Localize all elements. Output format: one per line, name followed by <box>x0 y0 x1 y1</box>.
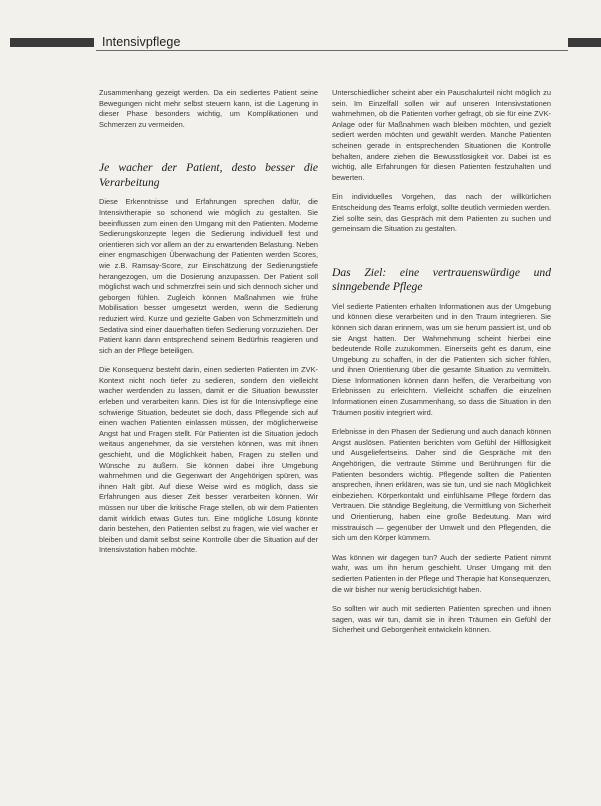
section-heading: Das Ziel: eine vertrauenswürdige und sinngebende Pflege <box>332 265 551 294</box>
paragraph: So sollten wir auch mit sedierten Patienten sprechen und ihnen sagen, was wir tun, damit sie in ihren Träumen ein Gefühl der Sicherheit und Geborgenheit entwickeln können. <box>332 604 551 635</box>
paragraph: Diese Erkenntnisse und Erfahrungen sprechen dafür, die Intensivtherapie so schonend wie möglich zu gestalten. Sie beeinflussen zum einen den Umgang mit den Patienten. Moderne Sedierungskonzepte legen die Sedierung individuell fest und orientieren sich vor allem an der zu erwartenden Belastung. Neben einer engmaschigen Überwachung der Patienten werden Scores, wie z.B. Ramsay-Score, zur Einschätzung der Sedierungstiefe herangezogen, um die Dosierung anzupassen. Der Patient soll möglichst wach und schmerzfrei sein und sich dennoch sicher und geborgen fühlen. Zugleich können Maßnahmen wie frühe Mobilisation besser umgesetzt werden, wenn die Sedierung reduziert wird. Kurze und gezielte Gaben von Schmerzmitteln und Sedativa sind einer dauerhaften tiefen Sedierung vorzuziehen. Der Patient kann dann entsprechend seinem Bedürfnis reagieren und sich an der Pflege beteiligen. <box>99 197 318 355</box>
left-column <box>99 88 318 565</box>
header-bar-right <box>568 38 601 47</box>
paragraph: Die Konsequenz besteht darin, einen sedierten Patienten im ZVK-Kontext nicht noch tiefer zu sedieren, sondern den vielleicht wacher werdenden zu lassen, damit er die Situation bewusster erleben und verarbeiten kann. Dies ist für die Intensivpflege eine schwierige Situation, bedeutet sie doch, dass Pflegende sich auf einen wachen Patienten einlassen müssen, der möglicherweise Angst hat und Fragen stellt. Für Patienten ist die Situation jedoch weitaus angenehmer, da sie verstehen können, was mit ihnen geschieht, und die Möglichkeit haben, Fragen zu stellen und Wünsche zu äußern. Sie können dabei ihre Umgebung wahrnehmen und die Gegenwart der Angehörigen spüren, was ihnen Halt gibt. Auf diese Weise wird es möglich, dass sie Erfahrungen aus dieser Zeit besser verarbeiten können. Wir müssen nur über die kritische Frage stellen, ob wir dem Patienten damit wirklich etwas Gutes tun. Eine mögliche Lösung könnte darin bestehen, den Patienten selbst zu fragen, wie viel wacher er bleiben und damit selbst seine Kontrolle über die Situation auf der Intensivstation haben möchte. <box>99 365 318 555</box>
header-rule <box>96 50 568 51</box>
section-title: Intensivpflege <box>102 35 181 49</box>
header-bar-left <box>10 38 94 47</box>
section-heading: Je wacher der Patient, desto besser die Verarbeitung <box>99 161 318 189</box>
paragraph: Ein individuelles Vorgehen, das nach der willkürlichen Entscheidung des Teams erfolgt, sollte deutlich vermieden werden. Ziel sollte sein, das Gespräch mit dem Patienten zu suchen und gemeinsam die Situation zu gestalten. <box>332 192 551 234</box>
running-header <box>0 34 601 52</box>
paragraph: Viel sedierte Patienten erhalten Informationen aus der Umgebung und können diese verarbeiten und in den Traum integrieren. Sie können sich daran erinnern, was um sie herum passiert ist, und ob sie Angst hatten. Der Wahrnehmung scheint hierbei eine bedeutende Rolle zuzukommen. Einerseits geht es darum, eine Umgebung zu schaffen, in der die Patienten sich sicher fühlen, und ihnen Orientierung über die gesamte Situation zu vermitteln. Diese Informationen können dann helfen, die Verarbeitung von Erlebnissen zu erleichtern. Vielleicht schaffen die einzelnen Informationen einen Zusammenhang, so dass die Situation in den Träumen positiv integriert wird. <box>332 301 551 417</box>
paragraph: Zusammenhang gezeigt werden. Da ein sediertes Patient seine Bewegungen nicht mehr selbst steuern kann, ist die Lagerung in dieser Phase besonders wichtig, um Komplikationen und Schmerzen zu vermeiden. <box>99 88 318 129</box>
paragraph: Erlebnisse in den Phasen der Sedierung und auch danach können Angst auslösen. Patienten berichten vom Gefühl der Hilflosigkeit und Ausgeliefertseins. Daher sind die Gespräche mit den Angehörigen, die vertraute Stimme und Berührungen für die Patienten besonders wichtig. Pflegende sollten die Patienten ansprechen, ihnen erklären, was sie tun, und sie nach Möglichkeit einbeziehen. Körperkontakt und einfühlsame Pflege fördern das Vertrauen. Die ständige Begleitung, die Vermittlung von Sicherheit und Orientierung, haben eine große Bedeutung. Man wird misstrauisch — gegenüber der Umwelt und den Pflegenden, die sich um den Körper kümmern. <box>332 427 551 543</box>
right-column <box>332 88 551 645</box>
paragraph: Was können wir dagegen tun? Auch der sedierte Patient nimmt wahr, was um ihn herum geschieht. Unser Umgang mit den sedierten Patienten in der Pflege und Therapie hat Konsequenzen, die wir bisher nur wenig berücksichtigt haben. <box>332 552 551 594</box>
paragraph: Unterschiedlicher scheint aber ein Pauschalurteil nicht möglich zu sein. Im Einzelfall sollen wir auf unseren Intensivstationen wahrnehmen, ob die Patienten vorher gefragt, ob sie für eine ZVK-Anlage oder für Maßnahmen wach bleiben möchten, und gezielt sediert werden möchten und gewählt werden. Manche Patienten scheinen gerade in entsprechenden Situationen die Kontrolle behalten, andere ziehen die Bewusstlosigkeit vor. Dabei ist es wichtig, alle Erfahrungen für diesen Patienten festzuhalten und bewerten. <box>332 88 551 182</box>
